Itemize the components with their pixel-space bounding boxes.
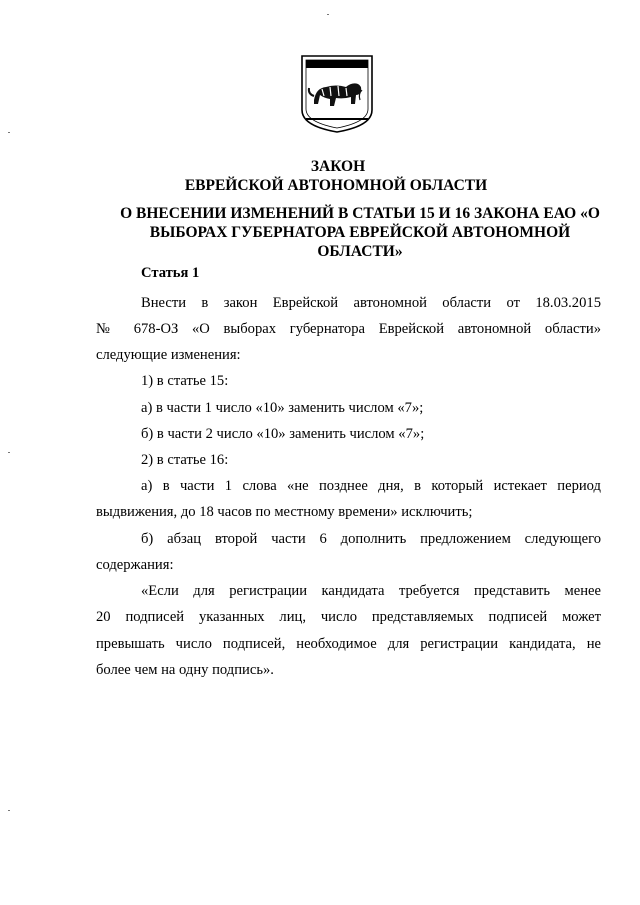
article-line: б) абзац второй части 6 дополнить предложением следующего — [141, 531, 601, 547]
article-line: следующие изменения: — [96, 347, 241, 363]
law-subject-line: ВЫБОРАХ ГУБЕРНАТОРА ЕВРЕЙСКОЙ АВТОНОМНОЙ ОБЛАСТИ» — [149, 224, 571, 260]
scan-mark — [8, 810, 10, 811]
region-title: ЕВРЕЙСКОЙ АВТОНОМНОЙ ОБЛАСТИ — [184, 177, 488, 194]
article-line: «Если для регистрации кандидата требуется представить менее — [141, 583, 601, 599]
article-line: Внести в закон Еврейской автономной области от 18.03.2015 — [141, 295, 601, 311]
article-line: б) в части 2 число «10» заменить числом «7»; — [141, 426, 425, 442]
law-subject-line: О ВНЕСЕНИИ ИЗМЕНЕНИЙ В СТАТЬИ 15 И 16 ЗАКОНА ЕАО «О — [120, 205, 600, 222]
article-line: превышать число подписей, необходимое для регистрации кандидата, не — [96, 636, 601, 652]
article-line: а) в части 1 число «10» заменить числом «7»; — [141, 400, 424, 416]
article-line: № 678-ОЗ «О выборах губернатора Еврейской автономной области» — [96, 321, 601, 337]
article-line: 1) в статье 15: — [141, 373, 229, 389]
article-line: а) в части 1 слова «не позднее дня, в который истекает период — [141, 478, 601, 494]
coat-of-arms-tiger-icon — [300, 54, 374, 134]
scan-mark — [327, 14, 329, 15]
article-line: содержания: — [96, 557, 174, 573]
article-line: более чем на одну подпись». — [96, 662, 274, 678]
law-subject — [120, 204, 600, 261]
scan-mark — [8, 132, 10, 133]
article-line: 20 подписей указанных лиц, число представляемых подписей может — [96, 609, 601, 625]
article-line: 2) в статье 16: — [141, 452, 229, 468]
article-title: Статья 1 — [141, 265, 200, 281]
article-line: выдвижения, до 18 часов по местному времени» исключить; — [96, 504, 473, 520]
scan-mark — [8, 452, 10, 453]
law-title: ЗАКОН — [310, 158, 366, 175]
